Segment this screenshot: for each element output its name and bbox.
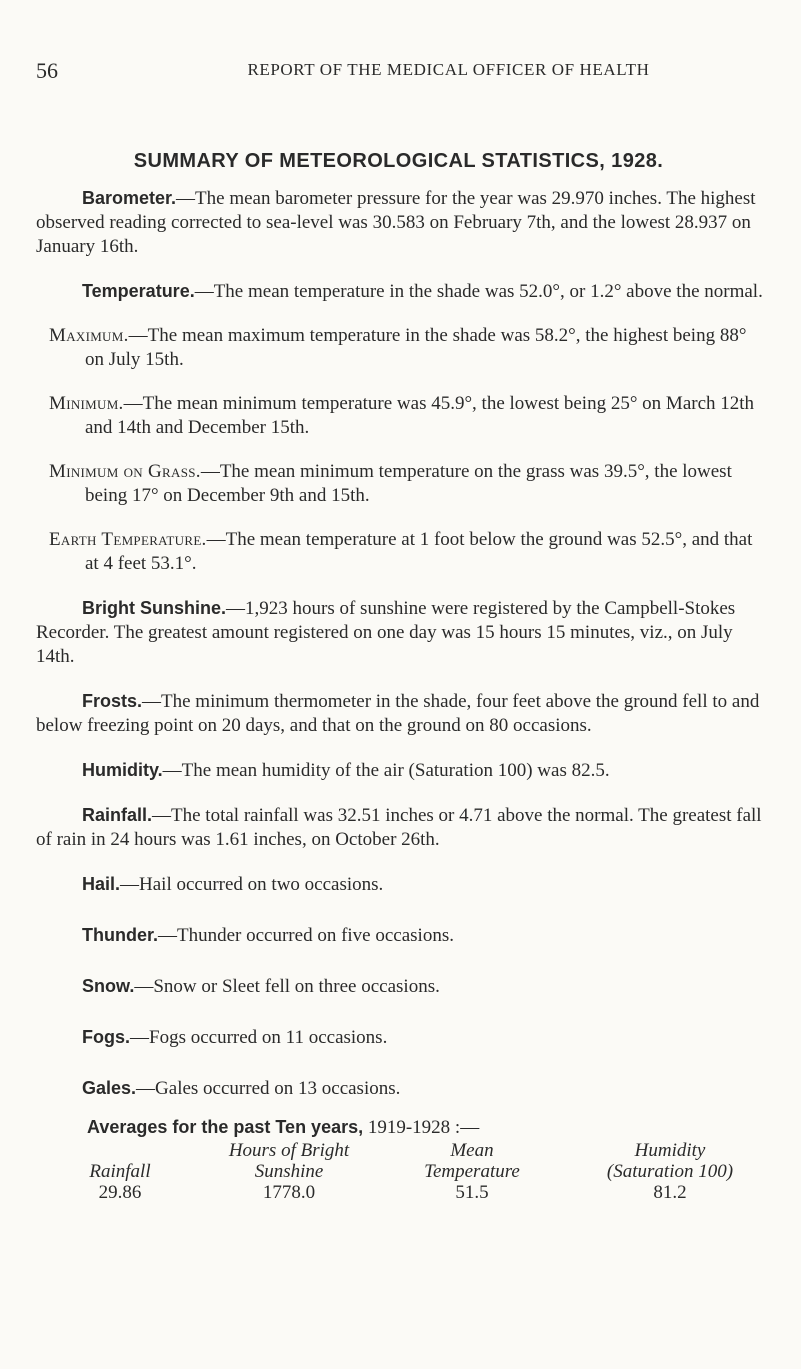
page-number: 56 <box>36 58 58 83</box>
frosts-paragraph <box>36 689 766 738</box>
earth-temperature-paragraph <box>36 528 766 576</box>
paragraph-text: —The mean minimum temperature on the grass was 39.5°, the lowest being 17° on December 9th and 15th. <box>85 461 732 506</box>
minimum-paragraph <box>36 392 766 440</box>
averages-section <box>36 1117 776 1203</box>
temperature-paragraph <box>36 279 766 304</box>
averages-column-temperature <box>374 1140 570 1203</box>
paragraph-text: —The mean minimum temperature was 45.9°, the lowest being 25° on March 12th and 14th and December 15th. <box>85 393 755 438</box>
paragraph-label: Rainfall. <box>82 805 153 825</box>
paragraph-text: —Fogs occurred on 11 occasions. <box>130 1027 388 1048</box>
averages-heading-bold: Averages for the past Ten years, <box>87 1117 364 1137</box>
column-heading: (Saturation 100) <box>606 1161 734 1182</box>
humidity-paragraph <box>36 758 766 783</box>
paragraph-label: Gales. <box>82 1078 137 1098</box>
column-value: 81.2 <box>653 1182 687 1203</box>
paragraph-label: Hail. <box>82 874 121 894</box>
averages-table <box>36 1140 776 1203</box>
column-value: 51.5 <box>455 1182 489 1203</box>
paragraph-text: —The total rainfall was 32.51 inches or 4.71 above the normal. The greatest fall of rain in 24 hours was 1.61 inches, on October 26th. <box>36 805 762 850</box>
paragraph-text: —The mean maximum temperature in the shade was 58.2°, the highest being 88° on July 15th. <box>85 325 747 370</box>
paragraph-label: Maximum. <box>49 325 129 346</box>
paragraph-label: Minimum on Grass. <box>49 461 201 482</box>
barometer-paragraph <box>36 186 766 259</box>
running-title: REPORT OF THE MEDICAL OFFICER OF HEALTH <box>247 60 650 79</box>
paragraph-label: Earth Temperature. <box>49 529 207 550</box>
paragraph-label: Humidity. <box>82 760 163 780</box>
thunder-paragraph <box>36 923 766 948</box>
paragraph-label: Temperature. <box>82 281 195 301</box>
paragraph-text: —The mean temperature in the shade was 52.0°, or 1.2° above the normal. <box>194 281 763 302</box>
fogs-paragraph <box>36 1025 766 1050</box>
snow-paragraph <box>36 974 766 999</box>
averages-column-humidity <box>570 1140 770 1203</box>
column-heading: Temperature <box>424 1161 520 1182</box>
paragraph-text: —Thunder occurred on five occasions. <box>158 925 454 946</box>
minimum-on-grass-paragraph <box>36 460 766 508</box>
column-heading: Sunshine <box>254 1161 324 1182</box>
averages-column-sunshine <box>204 1140 374 1203</box>
averages-column-rainfall <box>36 1161 204 1203</box>
summary-title: SUMMARY OF METEOROLOGICAL STATISTICS, 1928. <box>133 150 664 172</box>
paragraph-text: —Hail occurred on two occasions. <box>120 874 384 895</box>
paragraph-text: —The mean humidity of the air (Saturation 100) was 82.5. <box>162 760 610 781</box>
column-value: 29.86 <box>98 1182 142 1203</box>
paragraph-label: Snow. <box>82 976 135 996</box>
paragraph-label: Barometer. <box>82 188 177 208</box>
averages-heading-rest: 1919-1928 :— <box>363 1117 480 1138</box>
paragraph-label: Bright Sunshine. <box>82 598 226 618</box>
hail-paragraph <box>36 872 766 897</box>
column-heading: Rainfall <box>89 1161 151 1182</box>
column-value: 1778.0 <box>262 1182 316 1203</box>
column-heading: Humidity <box>634 1140 706 1161</box>
column-heading: Hours of Bright <box>228 1140 350 1161</box>
paragraph-label: Thunder. <box>82 925 158 945</box>
paragraph-text: —The mean temperature at 1 foot below the ground was 52.5°, and that at 4 feet 53.1°. <box>85 529 753 574</box>
bright-sunshine-paragraph <box>36 596 766 669</box>
paragraph-label: Frosts. <box>82 691 143 711</box>
rainfall-paragraph <box>36 803 766 852</box>
gales-paragraph <box>36 1076 766 1101</box>
paragraph-text: —The minimum thermometer in the shade, four feet above the ground fell to and below freezing point on 20 days, and that on the ground on 80 occasions. <box>36 691 760 736</box>
paragraph-label: Fogs. <box>82 1027 130 1047</box>
averages-heading <box>36 1117 776 1138</box>
statistics-body <box>36 186 766 1121</box>
column-heading: Mean <box>450 1140 494 1161</box>
paragraph-text: —Gales occurred on 13 occasions. <box>136 1078 401 1099</box>
page-header <box>36 58 761 88</box>
paragraph-text: —Snow or Sleet fell on three occasions. <box>134 976 440 997</box>
paragraph-text: —The mean barometer pressure for the year was 29.970 inches. The highest observed reading corrected to sea-level was 30.583 on February 7th, and the lowest 28.937 on January 16th. <box>36 188 756 257</box>
maximum-paragraph <box>36 324 766 372</box>
paragraph-label: Minimum. <box>49 393 124 414</box>
paragraph-text: —1,923 hours of sunshine were registered by the Campbell-Stokes Recorder. The greatest amount registered on one day was 15 hours 15 minutes, viz., on July 14th. <box>36 598 736 667</box>
